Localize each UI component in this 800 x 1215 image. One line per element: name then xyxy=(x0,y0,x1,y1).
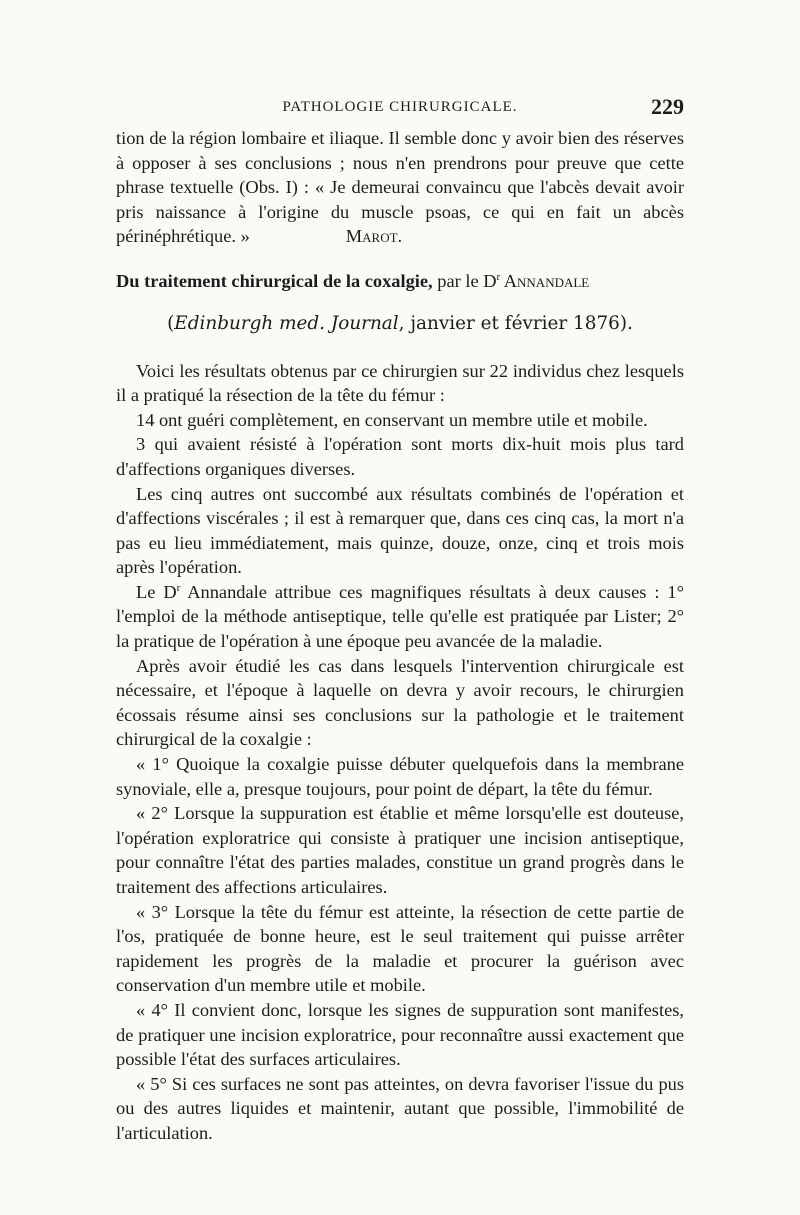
intro-text: tion de la région lombaire et iliaque. Il semble donc y avoir bien des réserves à opposer à ses conclusions ; nous n'en prendrons pour preuve que cette phrase textuelle (Obs. I) : « Je demeurai convaincu que l'abcès devait avoir pris naissance à l'origine du muscle psoas, ce qui en fait un abcès périnéphrétique. » xyxy=(116,128,684,247)
page-number: 229 xyxy=(651,94,684,119)
dr-superscript: r xyxy=(176,581,181,594)
text-column xyxy=(116,96,684,1146)
paragraph: Les cinq autres ont succombé aux résultats combinés de l'opération et d'affections viscérales ; il est à remarquer que, dans ces cinq cas, la mort n'a pas eu lieu immédiatement, mais quinze, douze, onze, cinq et trois mois après l'opération. xyxy=(116,483,684,578)
signature: Marot. xyxy=(345,226,403,247)
dr-prefix: Le D xyxy=(136,581,177,602)
article-heading xyxy=(116,269,684,337)
conclusion-item: « 3° Lorsque la tête du fémur est atteinte, la résection de cette partie de l'os, pratiquée de bonne heure, est le seul traitement qui puisse arrêter rapidement les progrès de la maladie et procurer la guérison avec conservation d'un membre utile et mobile. xyxy=(116,901,684,996)
dr-paragraph-text: Annandale attribue ces magnifiques résultats à deux causes : 1° l'emploi de la méthode antiseptique, telle qu'elle est pratiquée par Lister; 2° la pratique de l'opération à une époque peu avancée de la maladie. xyxy=(116,581,684,652)
conclusion-item: « 2° Lorsque la suppuration est établie et même lorsqu'elle est douteuse, l'opération exploratrice qui consiste à pratiquer une incision antiseptique, pour connaître l'état des parties malades, constitue un grand progrès dans le traitement des affections articulaires. xyxy=(116,803,684,898)
conclusion-item: « 4° Il convient donc, lorsque les signes de suppuration sont manifestes, de pratiquer une incision exploratrice, pour reconnaître aussi exactement que possible l'état des surfaces articulaires. xyxy=(116,999,684,1070)
article-title-line xyxy=(116,269,684,294)
paragraph: Après avoir étudié les cas dans lesquels l'intervention chirurgicale est nécessaire, et l'époque à laquelle on devra y avoir recours, le chirurgien écossais résume ainsi ses conclusions sur la pathologie et le traitement chirurgical de la coxalgie : xyxy=(116,655,684,750)
intro-paragraph xyxy=(116,126,684,249)
article-title: Du traitement chirurgical de la coxalgie, xyxy=(116,270,433,291)
article-reference: (Edinburgh med. Journal, janvier et février 1876). xyxy=(167,312,633,334)
paragraph xyxy=(116,580,684,654)
paragraph: 14 ont guéri complètement, en conservant un membre utile et mobile. xyxy=(136,409,648,430)
article-by: par le D xyxy=(432,270,497,291)
paragraph: 3 qui avaient résisté à l'opération sont morts dix-huit mois plus tard d'affections organiques diverses. xyxy=(116,434,684,479)
running-head: PATHOLOGIE CHIRURGICALE. xyxy=(282,99,518,115)
journal-date: , janvier et février 1876). xyxy=(398,312,633,334)
journal-name: Edinburgh med. Journal xyxy=(174,312,399,334)
page-header xyxy=(116,96,684,126)
conclusion-item: « 1° Quoique la coxalgie puisse débuter quelquefois dans la membrane synoviale, elle a, presque toujours, pour point de départ, la tête du fémur. xyxy=(116,754,684,799)
dr-superscript: r xyxy=(496,270,501,283)
conclusion-item: « 5° Si ces surfaces ne sont pas atteintes, on devra favoriser l'issue du pus ou des autres liquides et maintenir, autant que possible, l'immobilité de l'articulation. xyxy=(116,1073,684,1143)
article-author: Annandale xyxy=(500,270,590,291)
paragraph: Voici les résultats obtenus par ce chirurgien sur 22 individus chez lesquels il a pratiqué la résection de la tête du fémur : xyxy=(116,360,684,406)
